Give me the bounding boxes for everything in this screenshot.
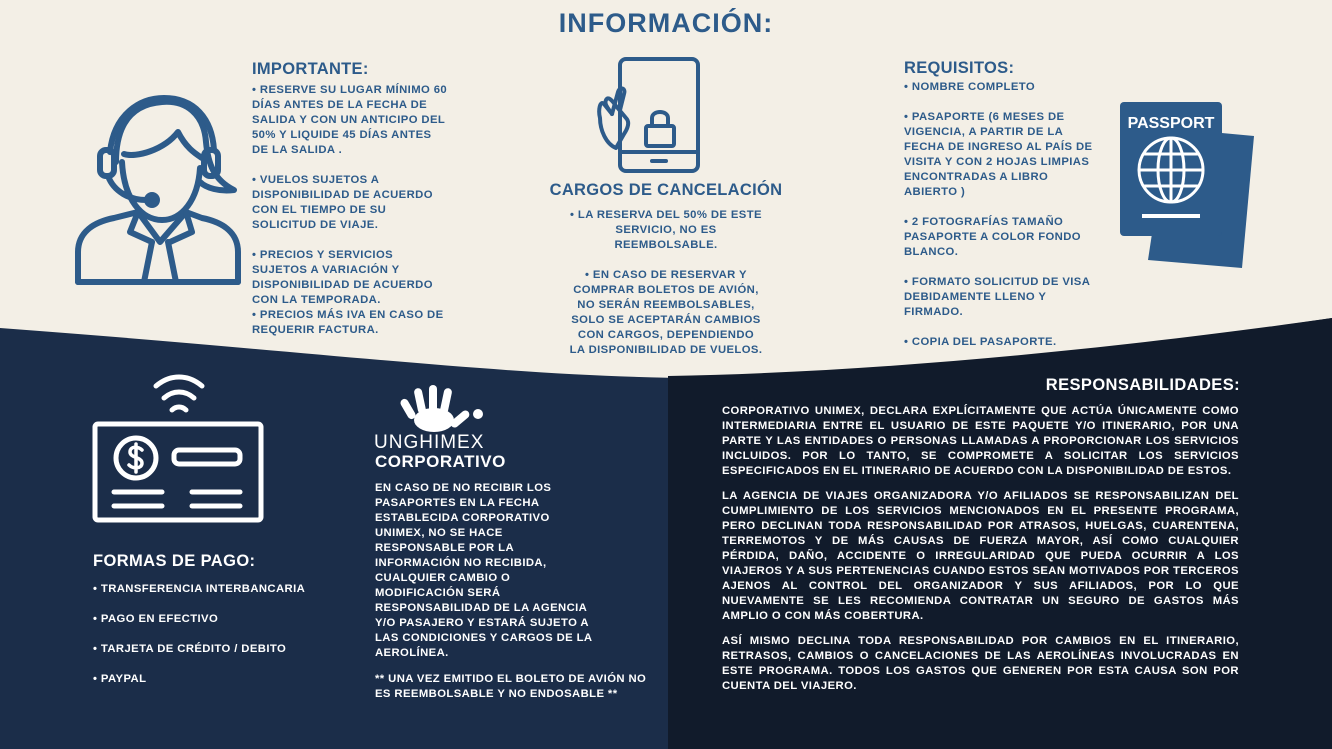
pago-item-tarjeta: • TARJETA DE CRÉDITO / DEBITO <box>93 643 287 655</box>
importante-heading: IMPORTANTE: <box>252 60 369 78</box>
pago-item-paypal: • PAYPAL <box>93 673 147 685</box>
requisitos-text: • NOMBRE COMPLETO • PASAPORTE (6 MESES DE VIGENCIA, A PARTIR DE LA FECHA DE INGRESO AL PAÍS DE VISITA Y CON 2 HOJAS LIMPIAS ENCONTRADAS A LIBRO ABIERTO ) • 2 FOTOGRAFÍAS TAMAÑO PASAPORTE A COLOR FONDO BLANCO. • FORMATO SOLICITUD DE VISA DEBIDAMENTE LLENO Y FIRMADO. • COPIA DEL PASAPORTE. <box>904 81 1093 348</box>
unimex-note: ** UNA VEZ EMITIDO EL BOLETO DE AVIÓN NO ES REEMBOLSABLE Y NO ENDOSABLE ** <box>375 673 647 700</box>
passport-label: PASSPORT <box>1127 115 1215 132</box>
handprint-logo-icon <box>394 384 490 434</box>
requisitos-heading: REQUISITOS: <box>904 59 1015 77</box>
unimex-text: EN CASO DE NO RECIBIR LOS PASAPORTES EN LA FECHA ESTABLECIDA CORPORATIVO UNIMEX, NO SE HACE RESPONSABLE POR LA INFORMACIÓN NO RECIBIDA, CUALQUIER CAMBIO O MODIFICACIÓN SERÁ RESPONSABILIDAD DE LA AGENCIA Y/O PASAJERO Y ESTARÁ SUJETO A LAS CONDICIONES Y CARGOS DE LA AEROLÍNEA. <box>375 482 593 659</box>
cancelacion-text: • LA RESERVA DEL 50% DE ESTE SERVICIO, NO ES REEMBOLSABLE. • EN CASO DE RESERVAR Y COMPRAR BOLETOS DE AVIÓN, NO SERÁN REEMBOLSABLES, SOLO SE ACEPTARÁN CAMBIOS CON CARGOS, DEPENDIENDO LA DISPONIBILIDAD DE VUELOS. <box>569 209 763 356</box>
logo-name: UNGHIMEX <box>374 432 485 453</box>
responsabilidades-heading: RESPONSABILIDADES: <box>1045 376 1240 394</box>
pago-item-transferencia: • TRANSFERENCIA INTERBANCARIA <box>93 583 306 595</box>
pago-item-efectivo: • PAGO EN EFECTIVO <box>93 613 219 625</box>
responsabilidades-paragraph: LA AGENCIA DE VIAJES ORGANIZADORA Y/O AFILIADOS SE RESPONSABILIZAN DEL CUMPLIMIENTO DE LOS SERVICIOS MENCIONADOS EN EL PRESENTE PROGRAMA, PERO DECLINAN TODA RESPONSABILIDAD POR ATRASOS, HUELGAS, CUARENTENA, TERREMOTOS Y DE MÁS CAUSAS DE FUERZA MAYOR, ASÍ COMO CUALQUIER PÉRDIDA, DAÑO, ACCIDENTE O IRREGULARIDAD QUE PUEDA OCURRIR A LOS VIAJEROS Y A SUS PERTENENCIAS CUANDO ESTOS SEAN MOTIVADOS POR TERCEROS AJENOS AL CONTROL DEL ORGANIZADOR Y SUS AFILIADOS, POR LO QUE NUEVAMENTE SE LES RECOMIENDA CONTRATAR UN SEGURO DE GASTOS MÁS AMPLIO O CON MÁS COBERTURA. <box>722 490 1239 622</box>
page-title: INFORMACIÓN: <box>558 8 774 38</box>
tablet-shopping-icon <box>596 56 706 174</box>
responsabilidades-paragraph: CORPORATIVO UNIMEX, DECLARA EXPLÍCITAMENTE QUE ACTÚA ÚNICAMENTE COMO INTERMEDIARIA ENTRE EL USUARIO DE ESTE PAQUETE Y/O ITINERARIO, POR UNA PARTE Y LAS ENTIDADES O PERSONAS LLAMADAS A PROPORCIONAR LOS SERVICIOS INCLUIDOS. POR LO TANTO, SE COMPROMETE A SOLICITAR LOS SERVICIOS ESPECIFICADOS EN EL ITINERARIO DE ACUERDO CON LA DISPONIBILIDAD DE ESTOS. <box>722 405 1239 477</box>
cancelacion-heading: CARGOS DE CANCELACIÓN <box>549 181 783 199</box>
payment-card-icon <box>92 374 266 524</box>
pago-heading: FORMAS DE PAGO: <box>93 552 256 570</box>
customer-service-agent-icon <box>74 92 242 288</box>
passport-icon <box>1118 100 1258 270</box>
logo-subtitle: CORPORATIVO <box>375 452 506 471</box>
responsabilidades-body <box>722 404 1239 704</box>
responsabilidades-paragraph: ASÍ MISMO DECLINA TODA RESPONSABILIDAD POR CAMBIOS EN EL ITINERARIO, RETRASOS, CAMBIOS O CANCELACIONES DE LAS AEROLÍNEAS INVOLUCRADAS EN ESTE PROGRAMA. TODOS LOS GASTOS QUE GENEREN POR ESTA CAUSA SON POR CUENTA DEL VIAJERO. <box>722 635 1239 692</box>
importante-text: • RESERVE SU LUGAR MÍNIMO 60 DÍAS ANTES DE LA FECHA DE SALIDA Y CON UN ANTICIPO DEL 50% Y LIQUIDE 45 DÍAS ANTES DE LA SALIDA . • VUELOS SUJETOS A DISPONIBILIDAD DE ACUERDO CON EL TIEMPO DE SU SOLICITUD DE VIAJE. • PRECIOS Y SERVICIOS SUJETOS A VARIACIÓN Y DISPONIBILIDAD DE ACUERDO CON LA TEMPORADA. • PRECIOS MÁS IVA EN CASO DE REQUERIR FACTURA. <box>252 84 448 336</box>
